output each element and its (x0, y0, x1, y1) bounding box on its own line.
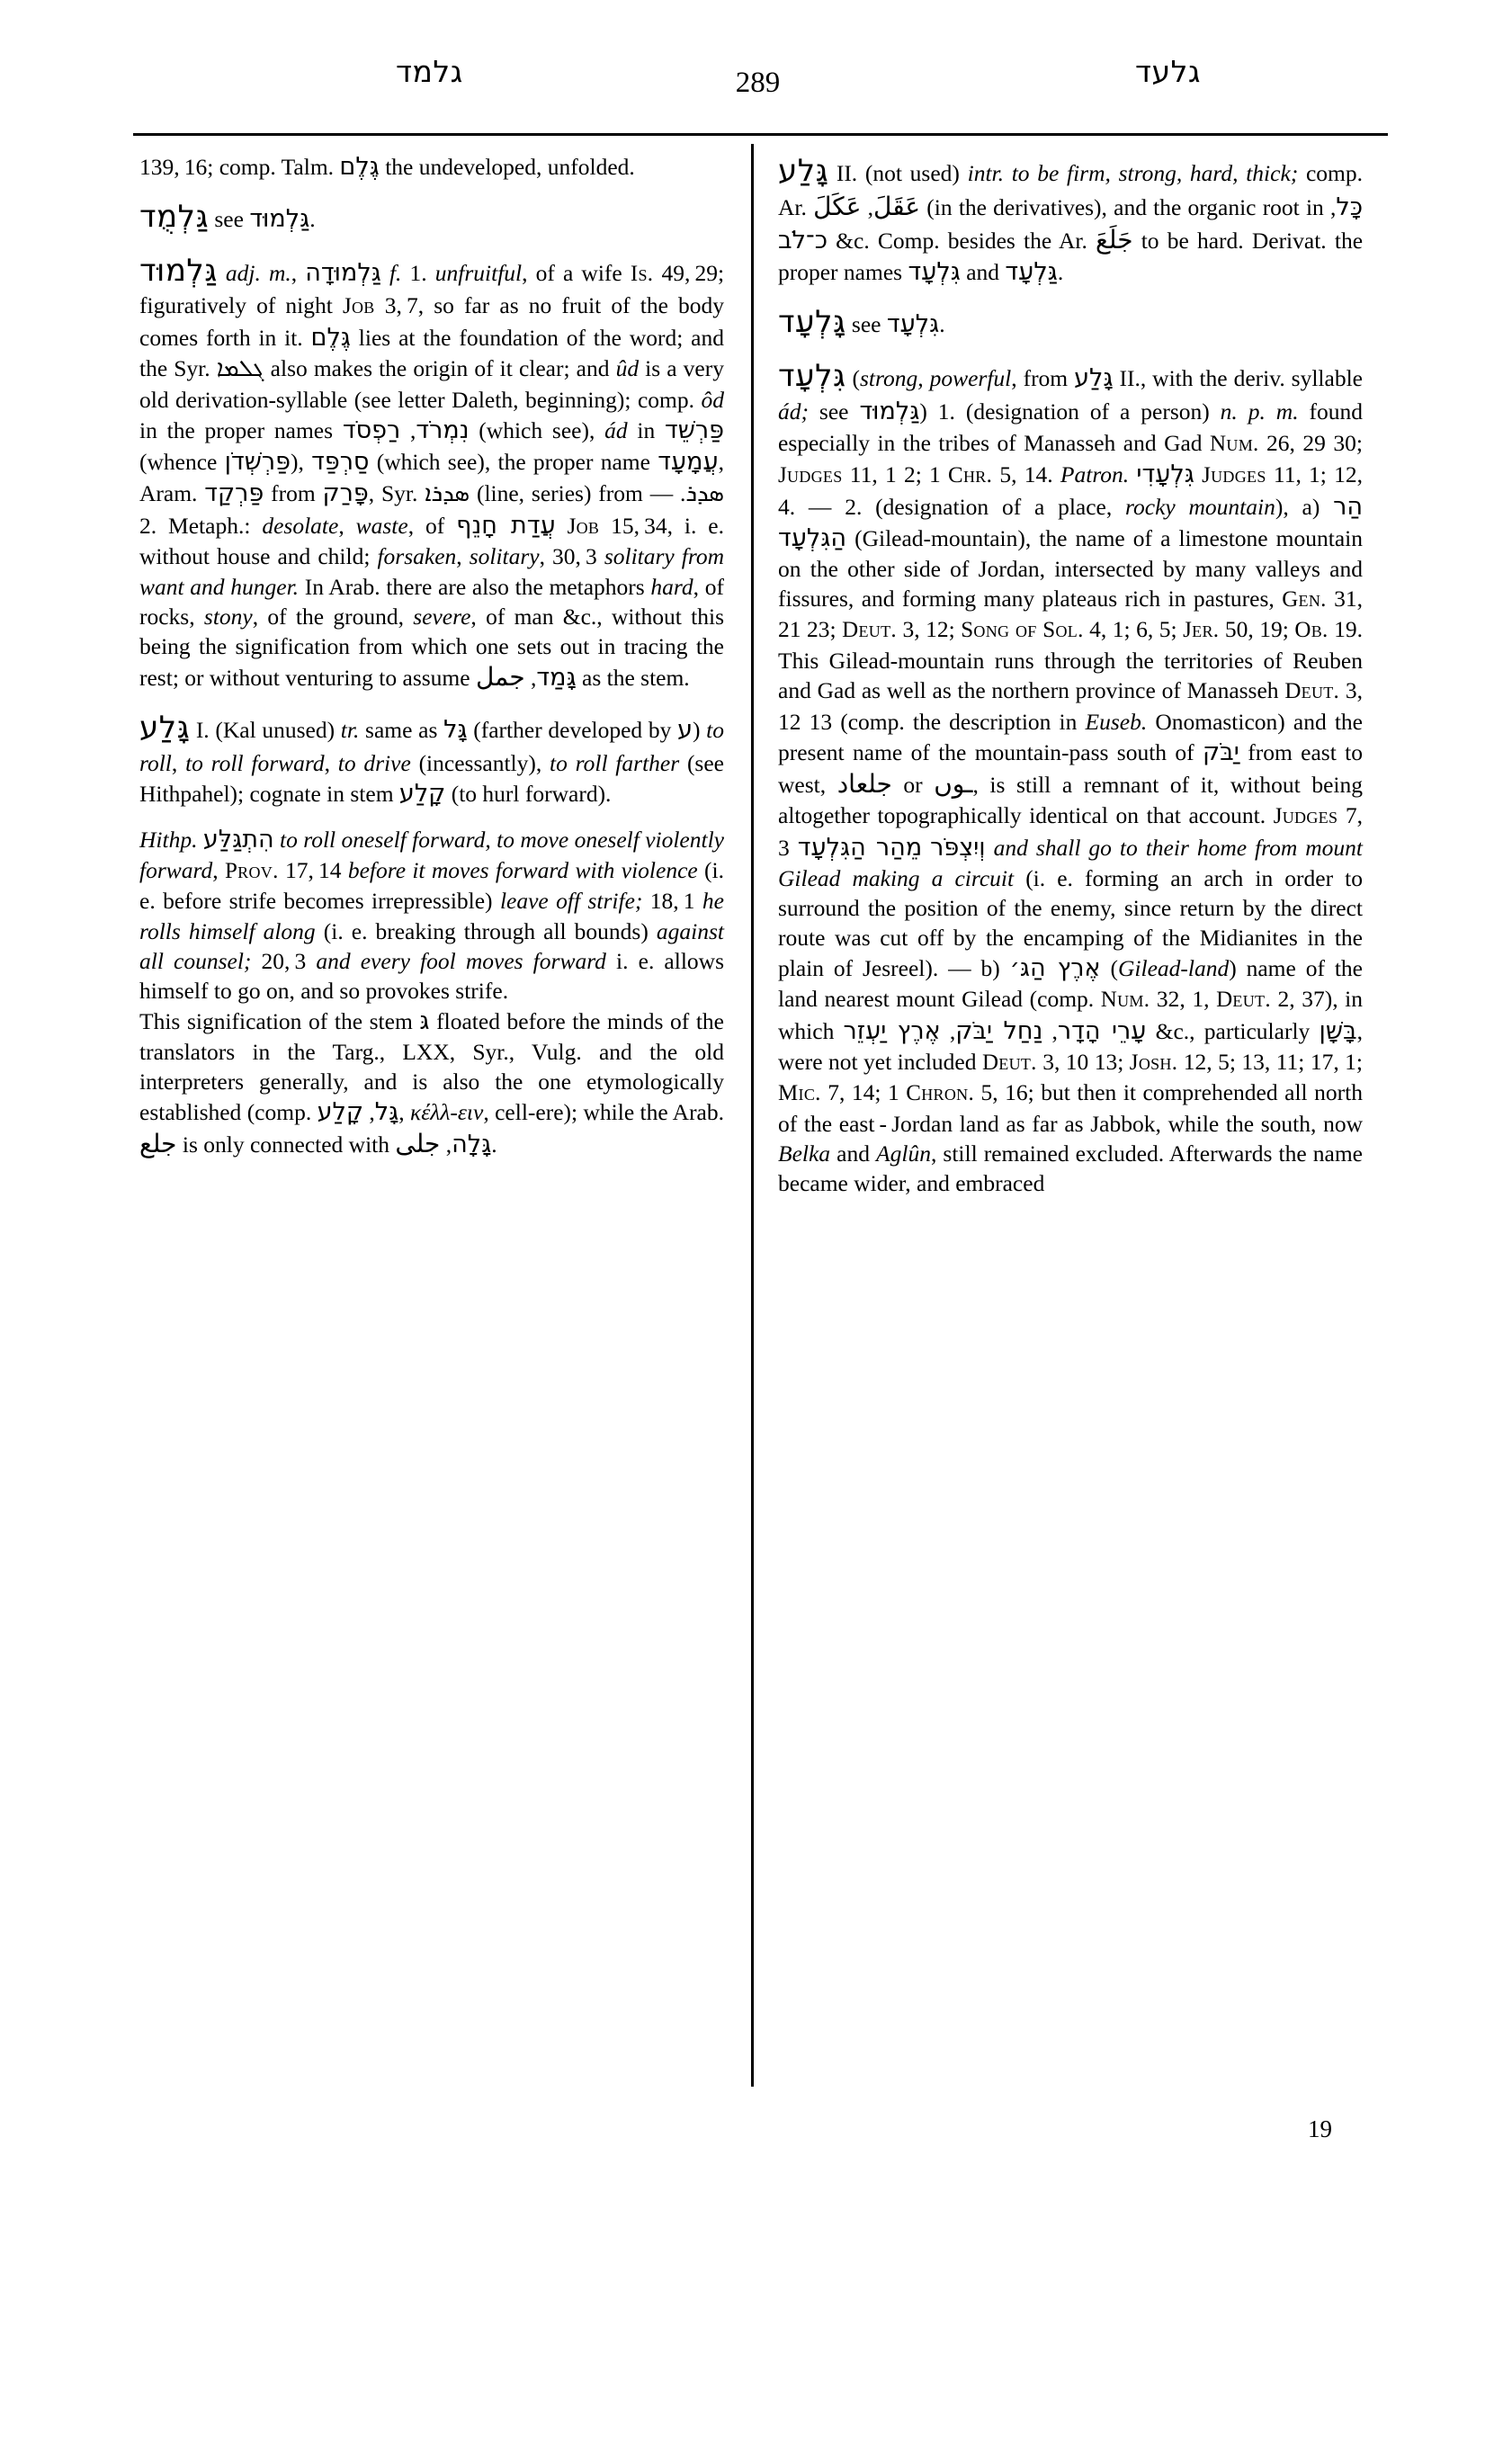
entry-headword: גָּלַע (778, 153, 829, 189)
page-header (135, 54, 1381, 135)
entry-paragraph: Hithp. הִתְגַּלַּע to roll oneself forward, to move oneself violently forward, Prov. 17, 14 before it moves forward with violence (i. e. before strife becomes irrepressible) leave off strife; 18, 1 he rolls himself along (i. e. breaking through all bounds) against all counsel; 20, 3 and every fool moves forward i. e. allows himself to go on, and so provokes strife. (139, 825, 725, 1004)
entry-headword: גַּלְמֻד (139, 199, 209, 236)
header-rule (133, 133, 1388, 136)
entry-paragraph: גַּלְמוּד adj. m., גַּלְמוּדָה f. 1. unfruitful, of a wife Is. 49, 29; figuratively of night Job 3, 7, so far as no fruit of the body comes forth in it. גֶּלֶם lies at the foundation of the word; and the Syr. ܓܠܡܐ also makes the origin of it clear; and ûd is a very old derivation-syllable (see letter Daleth, beginning); comp. ôd in the proper names נִמְרֹד, רַפְסֹד (which see), ád in פַּרְשֵׁד (whence פַּרְשְׁדֹן), סַרְפַּד (which see), the proper name עֲמָעָד, Aram. פַּרְקַד from פָּרַק, Syr. ܣܕܪܐ (line, series) from ܣܕܪ. — 2. Metaph.: desolate, waste, of עֲדַת חָנֵף Job 15, 34, i. e. without house and child; forsaken, solitary, 30, 3 solitary from want and hunger. In Arab. there are also the metaphors hard, of rocks, stony, of the ground, severe, of man &c., without this being the signification from which one sets out in tracing the rest; or without venturing to assume גָּמַד, جمل as the stem. (139, 253, 725, 693)
entry-paragraph: This signification of the stem גּ floated before the minds of the translators in the Targ., LXX, Syr., Vulg. and the old interpreters generally, and is also the one etymologically established (comp. גָּל, קָלַע , κέλλ-ειν, cell-ere); while the Arab. جلع is only connected with גָּלָה, جلى . (139, 1007, 725, 1159)
page-signature-number: 19 (1308, 2115, 1332, 2142)
entry-paragraph: גָּלְעָד see גִּלְעָד. (778, 304, 945, 341)
entry-headword: גָּלַע (139, 710, 191, 747)
page-number: 289 (735, 67, 781, 99)
right-column (778, 151, 1363, 1198)
entry-headword: גָּלְעָד (778, 304, 846, 341)
entry-paragraph: גַּלְמֻד see גַּלְמוּד. (139, 199, 316, 236)
entry-paragraph: גִּלְעָד (strong, powerful, from גָּלַע II., with the deriv. syllable ád; see גַּלְמוּד) 1. (designation of a person) n. p. m. found especially in the tribes of Manasseh and Gad Num. 26, 29 30; Judges 11, 1 2; 1 Chr. 5, 14. Patron. גִּלְעָדִי Judges 11, 1; 12, 4. — 2. (designation of a place, rocky mountain), a) הַר הַגִּלְעָד (Gilead-mountain), the name of a limestone mountain on the other side of Jordan, intersected by many valleys and fissures, and forming many plateaus rich in pastures, Gen. 31, 21 23; Deut. 3, 12; Song of Sol. 4, 1; 6, 5; Jer. 50, 19; Ob. 19. This Gilead-mountain runs through the territories of Reuben and Gad as well as the northern province of Manasseh Deut. 3, 12 13 (comp. the description in Euseb. Onomasticon) and the present name of the mountain-pass south of יַבֹּק from east to west, جلعاد or ـوں, is still a remnant of it, without being altogether topographically identical on that account. Judges 7, 3 וְיִצְפֹּר מֵהַר הַגִּלְעָד and shall go to their home from mount Gilead making a circuit (i. e. forming an arch in order to surround the position of the enemy, since return by the direct route was cut off by the encamping of the Midianites in the plain of Jesreel). — b) אֶרֶץ הַגּ׳ (Gilead-land) name of the land nearest mount Gilead (comp. Num. 32, 1, Deut. 2, 37), in which עָרֵי הָדָר, נַחַל יַבֹּק, אֶרֶץ יַעְזֵר &c., particularly בָּשָׁן, were not yet included Deut. 3, 10 13; Josh. 12, 5; 13, 11; 17, 1; Mic. 7, 14; 1 Chron. 5, 16; but then it comprehended all north of the east - Jordan land as far as Jabbok, while the south, now Belka and Aglûn, still remained excluded. Afterwards the name became wider, and embraced (778, 358, 1364, 1197)
header-right-hebrew-word: גלעד (1134, 54, 1201, 89)
entry-paragraph: גָּלַע I. (Kal unused) tr. same as גָּל (farther developed by ע) to roll, to roll forward, to drive (incessantly), to roll farther (see Hithpahel); cognate in stem קָלַע (to hurl forward). (139, 710, 724, 808)
header-left-hebrew-word: גלמד (396, 54, 463, 89)
entry-paragraph: גָּלַע II. (not used) intr. to be firm, strong, hard, thick; comp. Ar. عَقَلَ, عَكَلَ (in the derivatives), and the organic root in כָּל, כ־לֹב &c. Comp. besides the Ar. جَلَعَ to be hard. Derivat. the proper names גִּלְעָד and גַּלְעָד. (778, 153, 1364, 286)
column-divider (751, 144, 754, 2087)
entry-headword: גִּלְעָד (778, 358, 846, 395)
left-column (139, 151, 724, 1161)
entry-headword: גַּלְמוּד (139, 253, 218, 290)
entry-paragraph: 139, 16; comp. Talm. גֶּלֶם the undeveloped, unfolded. (139, 153, 635, 181)
